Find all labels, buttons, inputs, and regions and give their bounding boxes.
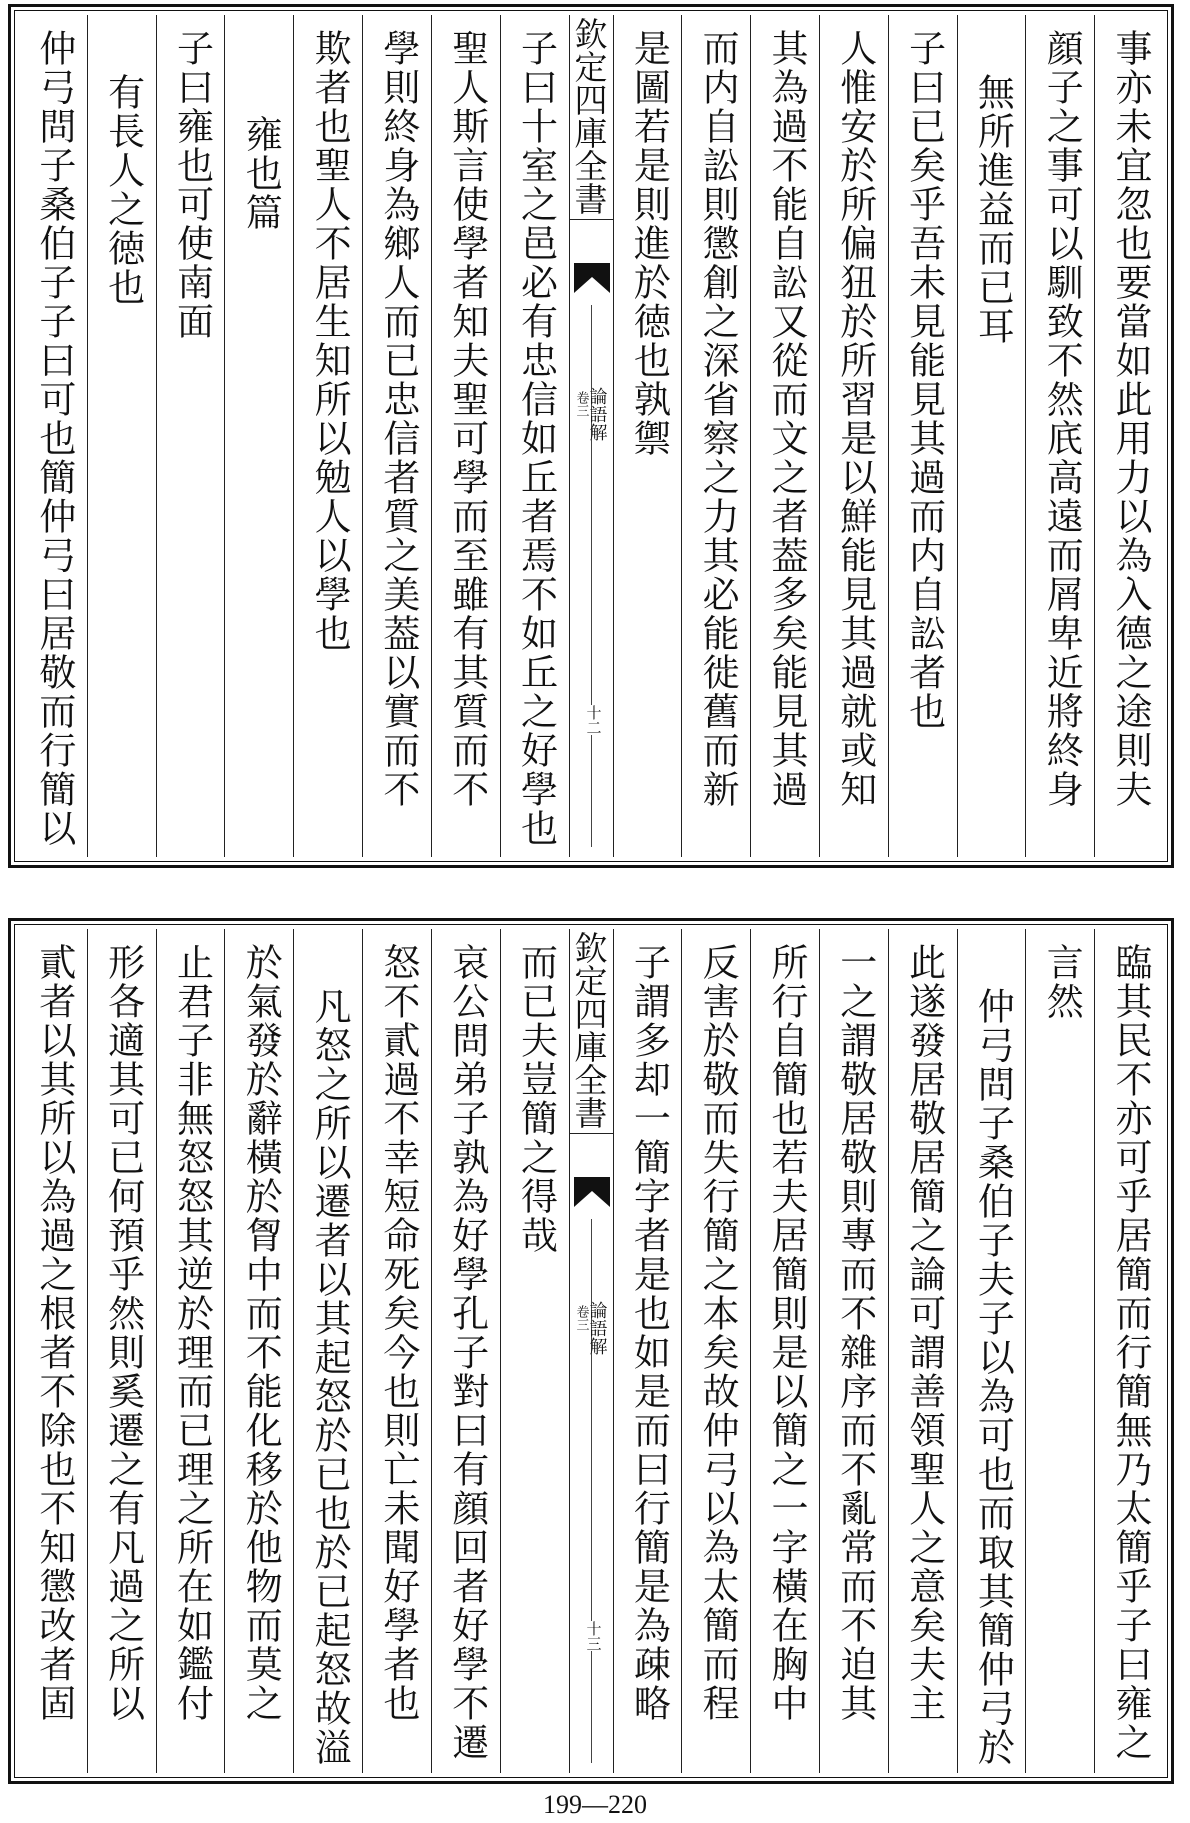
column-text: 哀公問弟子孰為好學孔子對曰有顔回者好學不遷 bbox=[445, 943, 489, 1762]
text-column bbox=[500, 929, 569, 1773]
column-text: 臨其民不亦可乎居簡而行簡無乃太簡乎子曰雍之 bbox=[1109, 943, 1152, 1762]
text-column bbox=[87, 15, 156, 857]
column-text: 無所進益而已耳 bbox=[971, 73, 1015, 346]
text-column bbox=[681, 929, 750, 1773]
column-text: 學則終身為鄉人而已忠信者質之美葢以實而不 bbox=[376, 29, 420, 809]
volume-label: 卷三 bbox=[573, 391, 589, 417]
column-text: 有長人之徳也 bbox=[101, 73, 145, 307]
fish-tail-mark-icon bbox=[574, 1177, 610, 1207]
column-text: 凡怒之所以遷者以其起怒於已也於已起怒故溢 bbox=[308, 987, 352, 1767]
column-text: 所行自簡也若夫居簡則是以簡之一字橫在胸中 bbox=[764, 943, 808, 1723]
text-column bbox=[819, 15, 888, 857]
text-column bbox=[362, 15, 431, 857]
column-text: 聖人斯言使學者知夫聖可學而至雖有其質而不 bbox=[445, 29, 489, 809]
text-column bbox=[750, 929, 819, 1773]
column-text: 反害於敬而失行簡之本矣故仲弓以為太簡而程 bbox=[696, 943, 740, 1723]
page-panel-top bbox=[8, 4, 1174, 868]
column-text: 是圖若是則進於徳也孰禦 bbox=[627, 29, 671, 458]
text-column bbox=[957, 15, 1026, 857]
book-title: 論語解 bbox=[586, 1301, 608, 1355]
book-title: 論語解 bbox=[586, 387, 608, 441]
column-text: 而已夫豈簡之得哉 bbox=[514, 943, 558, 1255]
text-column bbox=[888, 15, 957, 857]
column-text: 仲弓問子桑伯子夫子以為可也而取其簡仲弓於 bbox=[971, 987, 1015, 1767]
text-column bbox=[1094, 15, 1163, 857]
text-columns bbox=[19, 15, 1163, 857]
section-heading: 雍也篇 bbox=[239, 115, 283, 232]
text-column bbox=[613, 929, 682, 1773]
text-column bbox=[156, 15, 225, 857]
text-column bbox=[681, 15, 750, 857]
text-column bbox=[19, 929, 87, 1773]
column-text: 怒不貳過不幸短命死矣今也則亡未聞好學者也 bbox=[376, 943, 420, 1723]
column-text: 言然 bbox=[1040, 943, 1084, 1021]
text-column bbox=[819, 929, 888, 1773]
text-column bbox=[431, 929, 500, 1773]
column-text: 而内自訟則懲創之深省察之力其必能徙舊而新 bbox=[696, 29, 740, 809]
page-footer-number: 199—220 bbox=[543, 1790, 647, 1819]
center-fold-column bbox=[569, 929, 613, 1773]
column-text: 形各適其可已何預乎然則奚遷之有凡過之所以 bbox=[101, 943, 145, 1723]
column-text: 人惟安於所偏狃於所習是以鮮能見其過就或知 bbox=[833, 29, 877, 809]
center-fold-column bbox=[569, 15, 613, 857]
text-column bbox=[224, 929, 293, 1773]
column-text: 一之謂敬居敬則專而不雜序而不亂常而不迫其 bbox=[833, 943, 877, 1723]
fish-tail-mark-icon bbox=[574, 263, 610, 293]
volume-label: 卷三 bbox=[573, 1305, 589, 1331]
text-column bbox=[1094, 929, 1163, 1773]
text-column bbox=[156, 929, 225, 1773]
text-column bbox=[362, 929, 431, 1773]
column-text: 貳者以其所以為過之根者不除也不知懲改者固 bbox=[32, 943, 76, 1723]
text-column bbox=[888, 929, 957, 1773]
text-column bbox=[19, 15, 87, 857]
text-column bbox=[293, 15, 362, 857]
text-column bbox=[431, 15, 500, 857]
collection-title: 欽定四庫全書 bbox=[570, 931, 613, 1134]
column-text: 事亦未宜忽也要當如此用力以為入德之途則夫 bbox=[1109, 29, 1152, 809]
column-text: 其為過不能自訟又從而文之者葢多矣能見其過 bbox=[764, 29, 808, 809]
text-column bbox=[613, 15, 682, 857]
collection-title: 欽定四庫全書 bbox=[570, 17, 613, 220]
page-number: 十二 bbox=[584, 705, 603, 735]
text-column bbox=[1025, 15, 1094, 857]
column-text: 子曰已矣乎吾未見能見其過而内自訟者也 bbox=[902, 29, 946, 731]
text-column bbox=[87, 929, 156, 1773]
column-text: 子曰雍也可使南面 bbox=[170, 29, 214, 341]
text-column bbox=[500, 15, 569, 857]
column-text: 止君子非無怒怒其逆於理而已理之所在如鑑付 bbox=[170, 943, 214, 1723]
text-columns bbox=[19, 929, 1163, 1773]
column-text: 此遂發居敬居簡之論可謂善領聖人之意矣夫主 bbox=[902, 943, 946, 1723]
column-text: 顔子之事可以馴致不然㡳高遠而屑卑近將終身 bbox=[1040, 29, 1084, 809]
text-column bbox=[293, 929, 362, 1773]
text-column bbox=[957, 929, 1026, 1773]
column-text: 於氣發於辭橫於胷中而不能化移於他物而莫之 bbox=[239, 943, 283, 1723]
column-text: 仲弓問子桑伯子子曰可也簡仲弓曰居敬而行簡以 bbox=[32, 29, 76, 848]
text-column bbox=[750, 15, 819, 857]
column-text: 欺者也聖人不居生知所以勉人以學也 bbox=[308, 29, 352, 653]
text-column bbox=[1025, 929, 1094, 1773]
column-text: 子謂多却一簡字者是也如是而曰行簡是為疎略 bbox=[627, 943, 671, 1723]
page-number: 十三 bbox=[584, 1621, 603, 1651]
text-column bbox=[224, 15, 293, 857]
page-panel-bottom bbox=[8, 918, 1174, 1784]
column-text: 子曰十室之邑必有忠信如丘者焉不如丘之好學也 bbox=[514, 29, 558, 848]
